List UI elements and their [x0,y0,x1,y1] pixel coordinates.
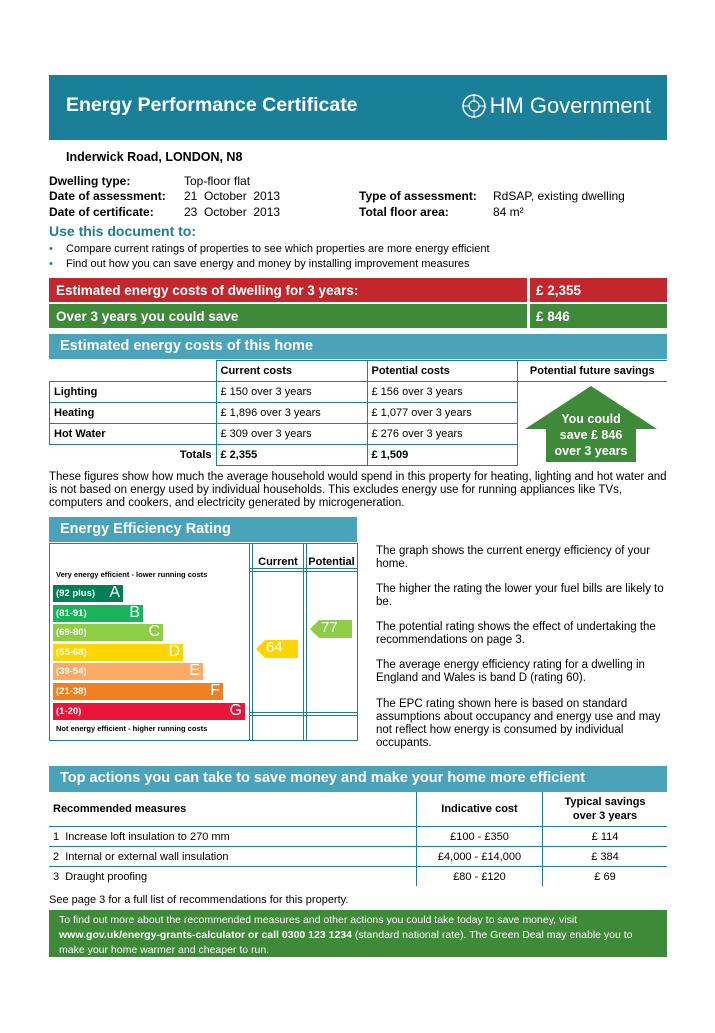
use-document-heading: Use this document to: [49,223,197,239]
eer-paragraph: The potential rating shows the effect of undertaking the recommendations on page 3. [376,621,656,646]
eer-potential-header: Potential [308,556,355,568]
total-potential: £ 1,509 [367,445,517,466]
current-cost: £ 150 over 3 years [216,382,367,403]
dwelling-type-value: Top-floor flat [184,174,251,188]
eer-paragraph: The EPC rating shown here is based on standard assumptions about occupancy and energy use and may not reflect how energy is consumed by individual occupants. [376,698,661,749]
cost-category: Hot Water [50,424,217,445]
potential-cost: £ 1,077 over 3 years [367,403,517,424]
savings-arrow-line: save £ 846 [559,428,623,442]
cost-header: Indicative cost [417,792,543,827]
measure-saving: £ 114 [543,827,668,847]
savings-arrow-line: over 3 years [554,444,628,458]
footer-line: To find out more about the recommended measures and other actions you could take today to save money, visit [59,914,578,926]
energy-costs-heading-text: Estimated energy costs of this home [60,338,314,354]
eer-band-c [53,624,163,641]
table-row [49,827,667,847]
eer-paragraph: The average energy efficiency rating for a dwelling in England and Wales is band D (rating 60). [376,659,645,684]
eer-band-range: (1-20) [56,705,82,717]
eer-band-a [53,585,123,602]
floor-area-value: 84 m² [493,205,524,219]
list-item: • Find out how you can save energy and money by installing improvement measures [49,258,490,273]
eer-band-range: (55-68) [56,646,87,658]
divider [527,304,530,328]
cost-category: Lighting [50,382,217,403]
measure-saving: £ 384 [543,847,668,867]
top-actions-heading-text: Top actions you can take to save money and make your home more efficient [60,770,586,786]
table-row [49,867,667,887]
advice-footer [49,910,667,957]
eer-paragraph: The higher the rating the lower your fuel bills are likely to be. [376,583,664,608]
measure-cost: £100 - £350 [417,827,543,847]
savings-value: £ 846 [536,309,570,324]
certificate-header [49,75,667,140]
hm-government-text: HM Government [489,93,651,118]
eer-band-f [53,683,223,700]
eer-band-range: (92 plus) [56,588,96,599]
current-costs-header: Current costs [216,361,367,382]
totals-label: Totals [50,445,217,466]
estimated-costs-bar [49,278,667,302]
see-page-note: See page 3 for a full list of recommendations for this property. [49,894,349,906]
eer-band-letter: D [168,642,180,660]
certificate-date-value: 23 October 2013 [184,205,281,219]
savings-header-line: Typical savings [564,796,646,808]
royal-crest-icon [461,93,487,119]
dwelling-type-label: Dwelling type: [49,174,131,188]
eer-paragraph: The graph shows the current energy efficiency of your home. [376,545,651,570]
potential-rating-value: 77 [321,619,338,636]
eer-band-e [53,663,203,680]
eer-band-letter: F [210,682,220,699]
assessment-date-value: 21 October 2013 [184,189,281,203]
savings-bar [49,304,667,328]
eer-band-d [53,644,183,661]
measure-name: 1 Increase loft insulation to 270 mm [49,827,417,847]
eer-heading [49,517,357,542]
costs-note: These figures show how much the average household would spend in this property for heating, lighting and hot water and is not based on energy used by individual households. This excludes energy use for running appliances like TVs, computers and cookers, and electricity generated by microgeneration. [49,471,667,509]
divider [527,278,530,302]
eer-top-note: Very energy efficient - lower running costs [56,570,208,579]
hm-government-logo [461,93,651,119]
savings-arrow-line: You could [561,412,621,426]
eer-heading-text: Energy Efficiency Rating [60,521,231,537]
phone-number: 0300 123 1234 [281,929,352,941]
footer-line: (standard national rate). The Green Deal may enable you to [351,929,633,941]
eer-band-range: (81-91) [56,607,87,619]
table-row [49,847,667,867]
eer-band-range: (69-80) [56,627,87,639]
cost-category: Heating [50,403,217,424]
energy-costs-heading [49,334,667,359]
eer-band-letter: B [129,603,140,621]
measure-saving: £ 69 [543,867,668,887]
measure-name: 3 Draught proofing [49,867,417,887]
eer-band-letter: E [189,662,200,680]
assessment-date-label: Date of assessment: [49,189,166,203]
estimated-costs-value: £ 2,355 [536,283,582,298]
current-rating-value: 64 [266,639,283,656]
eer-band-letter: G [229,701,242,719]
floor-area-label: Total floor area: [359,205,449,219]
current-cost: £ 309 over 3 years [216,424,367,445]
potential-costs-header: Potential costs [367,361,517,382]
potential-cost: £ 276 over 3 years [367,424,517,445]
list-item: • Compare current ratings of properties to see which properties are more energy efficient [49,243,490,258]
savings-header-line: over 3 years [572,810,638,822]
footer-line: make your home warmer and cheaper to run. [59,944,270,956]
property-address: Inderwick Road, LONDON, N8 [66,150,243,164]
eer-bottom-note: Not energy efficient - higher running costs [56,724,208,733]
estimated-costs-label: Estimated energy costs of dwelling for 3 years: [56,283,359,298]
assessment-type-value: RdSAP, existing dwelling [493,189,625,203]
current-cost: £ 1,896 over 3 years [216,403,367,424]
savings-header [543,792,668,827]
measures-header: Recommended measures [49,792,417,827]
savings-label: Over 3 years you could save [56,309,239,324]
use-document-list [49,243,490,273]
certificate-title: Energy Performance Certificate [66,94,358,116]
certificate-date-label: Date of certificate: [49,205,154,219]
eer-band-g [53,703,245,720]
eer-band-letter: A [109,584,120,601]
grants-calculator-link[interactable]: www.gov.uk/energy-grants-calculator or call [59,929,282,941]
eer-band-letter: C [148,623,160,641]
eer-band-range: (21-38) [56,686,87,697]
measure-cost: £4,000 - £14,000 [417,847,543,867]
measure-cost: £80 - £120 [417,867,543,887]
savings-arrow-text [524,411,658,459]
assessment-type-label: Type of assessment: [359,189,477,203]
potential-cost: £ 156 over 3 years [367,382,517,403]
eer-band-b [53,605,143,622]
total-current: £ 2,355 [216,445,367,466]
measures-table [49,792,667,886]
eer-current-header: Current [258,556,298,568]
measure-name: 2 Internal or external wall insulation [49,847,417,867]
future-savings-header: Potential future savings [517,361,667,382]
eer-band-range: (39-54) [56,666,87,678]
top-actions-heading [49,766,667,792]
